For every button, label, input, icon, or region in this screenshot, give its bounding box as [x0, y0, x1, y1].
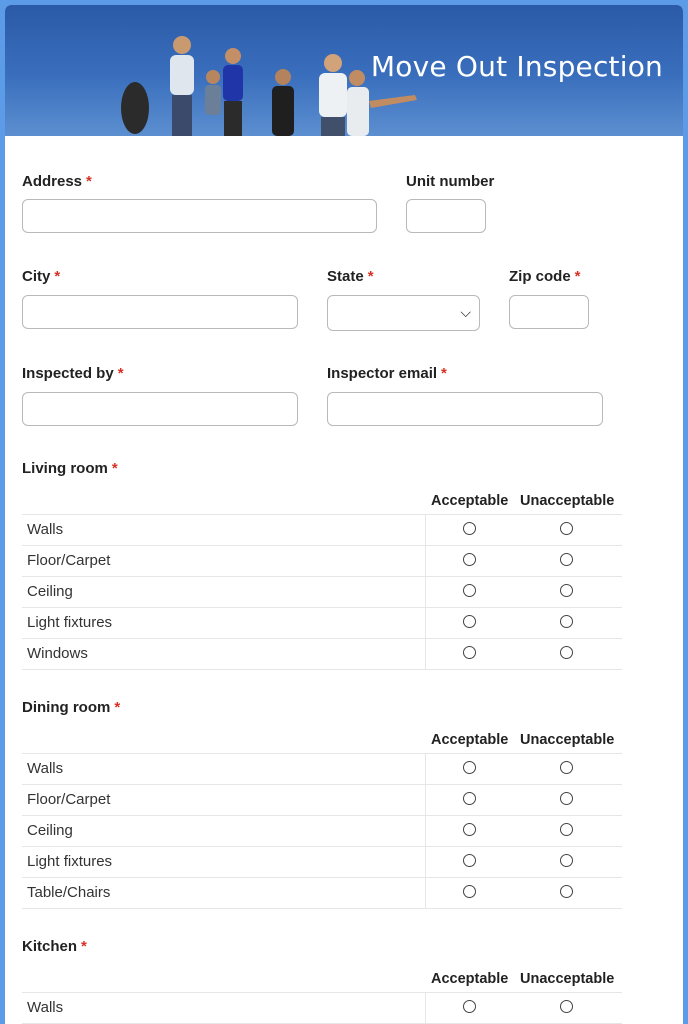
radio-acceptable[interactable]: [463, 646, 476, 659]
radio-unacceptable[interactable]: [560, 854, 573, 867]
row-label: Floor/Carpet: [27, 791, 111, 808]
radio-unacceptable[interactable]: [560, 615, 573, 628]
zip-label: Zip code *: [509, 268, 581, 285]
grid-header: [22, 491, 622, 514]
row-label: Floor/Carpet: [27, 552, 111, 569]
inspector-email-label: Inspector email *: [327, 365, 447, 382]
radio-acceptable[interactable]: [463, 854, 476, 867]
dining-room-label: Dining room *: [22, 699, 121, 716]
table-row: [22, 753, 622, 784]
radio-unacceptable[interactable]: [560, 792, 573, 805]
radio-unacceptable[interactable]: [560, 646, 573, 659]
radio-acceptable[interactable]: [463, 522, 476, 535]
radio-acceptable[interactable]: [463, 823, 476, 836]
col-acceptable: Acceptable: [431, 971, 509, 987]
inspected-by-input[interactable]: [22, 392, 298, 426]
row-label: Windows: [27, 645, 88, 662]
radio-acceptable[interactable]: [463, 792, 476, 805]
radio-acceptable[interactable]: [463, 761, 476, 774]
row-label: Light fixtures: [27, 614, 113, 631]
row-label: Table/Chairs: [27, 884, 111, 901]
radio-unacceptable[interactable]: [560, 823, 573, 836]
radio-acceptable[interactable]: [463, 615, 476, 628]
address-input[interactable]: [22, 199, 377, 233]
living-room-label: Living room *: [22, 460, 118, 477]
radio-unacceptable[interactable]: [560, 885, 573, 898]
row-label: Walls: [27, 521, 64, 538]
col-unacceptable: Unacceptable: [520, 971, 615, 987]
dining-room-grid: [22, 730, 622, 909]
radio-unacceptable[interactable]: [560, 761, 573, 774]
kitchen-grid: [22, 969, 622, 1024]
inspected-by-label: Inspected by *: [22, 365, 124, 382]
inspector-email-input[interactable]: [327, 392, 603, 426]
radio-acceptable[interactable]: [463, 885, 476, 898]
state-select[interactable]: [327, 295, 480, 331]
radio-unacceptable[interactable]: [560, 522, 573, 535]
grid-header: [22, 730, 622, 753]
radio-unacceptable[interactable]: [560, 1000, 573, 1013]
grid-header: [22, 969, 622, 992]
row-label: Walls: [27, 760, 64, 777]
form-frame: [5, 5, 683, 1024]
row-label: Ceiling: [27, 822, 73, 839]
table-row: [22, 815, 622, 846]
kitchen-label: Kitchen *: [22, 938, 87, 955]
radio-acceptable[interactable]: [463, 1000, 476, 1013]
city-input[interactable]: [22, 295, 298, 329]
table-row: [22, 846, 622, 877]
table-row: [22, 514, 622, 545]
table-row: [22, 784, 622, 815]
table-row: [22, 638, 622, 670]
table-row: [22, 607, 622, 638]
radio-acceptable[interactable]: [463, 553, 476, 566]
chevron-down-icon: ⌵: [460, 304, 471, 320]
table-row: [22, 576, 622, 607]
city-label: City *: [22, 268, 61, 285]
zip-input[interactable]: [509, 295, 589, 329]
radio-unacceptable[interactable]: [560, 584, 573, 597]
unit-number-label: Unit number: [406, 173, 495, 190]
row-label: Ceiling: [27, 583, 73, 600]
col-acceptable: Acceptable: [431, 493, 509, 509]
living-room-grid: [22, 491, 622, 670]
form-header: [5, 5, 683, 136]
radio-acceptable[interactable]: [463, 584, 476, 597]
table-row: [22, 545, 622, 576]
table-row: [22, 877, 622, 909]
address-label: Address *: [22, 173, 92, 190]
state-label: State *: [327, 268, 374, 285]
table-row: [22, 992, 622, 1024]
form-title: Move Out Inspection: [370, 50, 663, 83]
row-label: Light fixtures: [27, 853, 113, 870]
col-acceptable: Acceptable: [431, 732, 509, 748]
row-label: Walls: [27, 999, 64, 1016]
col-unacceptable: Unacceptable: [520, 732, 615, 748]
radio-unacceptable[interactable]: [560, 553, 573, 566]
col-unacceptable: Unacceptable: [520, 493, 615, 509]
unit-number-input[interactable]: [406, 199, 486, 233]
